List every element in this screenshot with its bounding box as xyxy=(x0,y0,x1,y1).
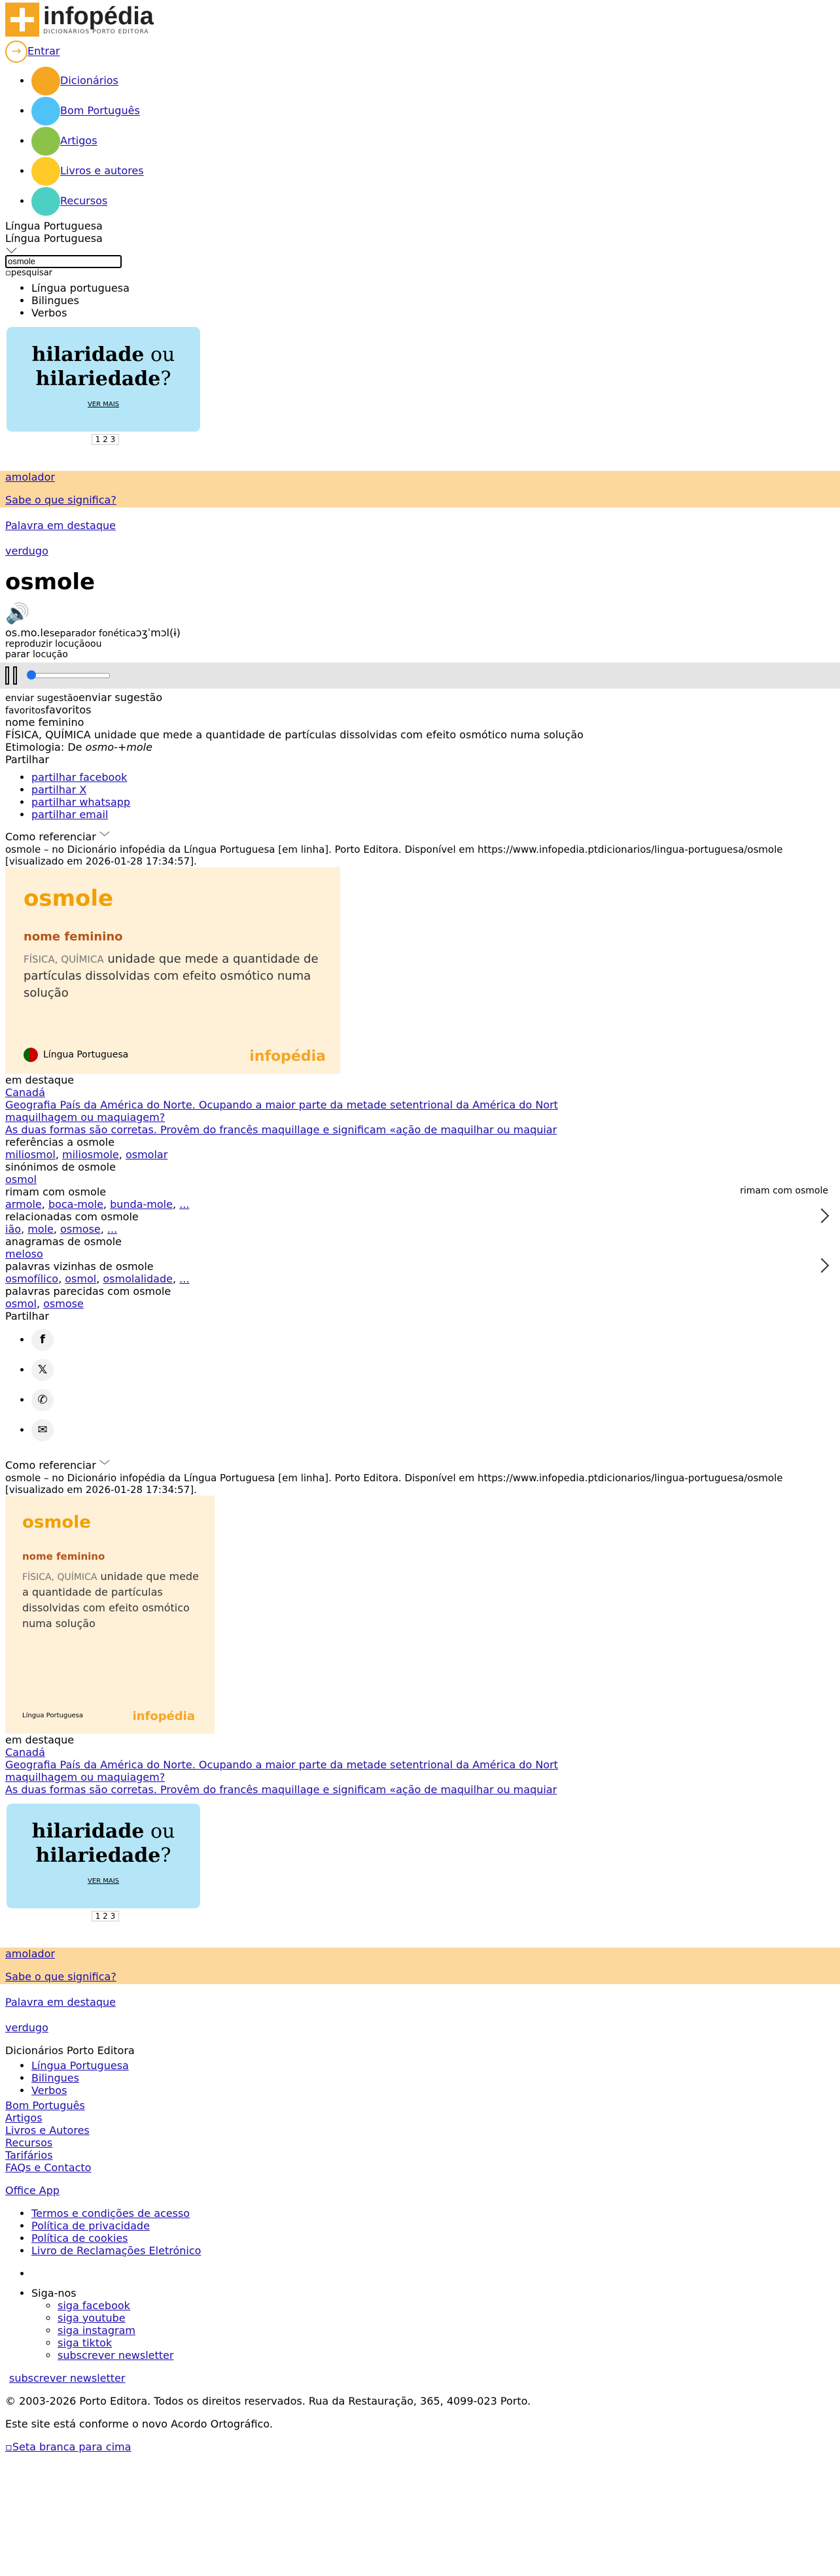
highlight-strip xyxy=(0,471,840,507)
featured-desc[interactable]: Geografia País da América do Norte. Ocupando a maior parte da metade setentrional da América do Nort xyxy=(5,1098,558,1111)
anagram-link[interactable]: meloso xyxy=(5,1247,43,1260)
highlight-word[interactable]: amolador xyxy=(5,470,55,483)
featured-word[interactable]: verdugo xyxy=(5,2021,48,2034)
banner-word1: hilaridade xyxy=(31,343,145,366)
highlight-word[interactable]: amolador xyxy=(5,1947,55,1960)
search-options xyxy=(5,282,835,319)
featured-label: em destaque xyxy=(5,1733,75,1746)
share-x-link[interactable]: partilhar X xyxy=(31,783,87,796)
rhyme-link[interactable]: boca-mole xyxy=(48,1197,103,1211)
entry-headword: osmole xyxy=(5,568,96,595)
pronunciation-row xyxy=(5,627,835,639)
main-nav xyxy=(0,67,840,216)
speaker-icon[interactable]: 🔊 xyxy=(5,602,30,625)
share-facebook-link[interactable]: partilhar facebook xyxy=(31,770,128,783)
copyright: © 2003-2026 Porto Editora. Todos os direitos reservados. Rua da Restauração, 365, 4099-023 Porto. xyxy=(5,2394,531,2407)
related-link[interactable]: ião xyxy=(5,1222,22,1235)
syllabification: os.mo.le xyxy=(5,626,50,639)
logo-subtitle: DICIONÁRIOS PORTO EDITORA xyxy=(43,29,149,35)
promo-banner-2[interactable]: hilaridade ou hilariedade? VER MAIS xyxy=(7,1804,200,1908)
definition-card-small: osmole nome feminino FÍSICA, QUÍMICA unidade que mede a quantidade de partículas dissolvidas com efeito osmótico numa solução Língua Portuguesa infopédia xyxy=(5,1496,215,1734)
legal-link[interactable]: Livro de Reclamações Eletrónico xyxy=(31,2244,201,2257)
cite-toggle[interactable]: Como referenciar ﹀ xyxy=(5,830,110,843)
share-email-link[interactable]: partilhar email xyxy=(31,808,109,821)
featured-desc[interactable]: Geografia País da América do Norte. Ocupando a maior parte da metade setentrional da América do Nort xyxy=(5,1758,558,1771)
nav-item-bom-portugues[interactable] xyxy=(31,97,840,126)
similar-link[interactable]: osmose xyxy=(43,1297,84,1310)
share-label-2: Partilhar xyxy=(5,1309,49,1322)
footer-dict-link[interactable]: Verbos xyxy=(31,2084,67,2097)
nav-item-livros[interactable] xyxy=(31,157,840,186)
banner-or: ou xyxy=(150,343,175,366)
search-button[interactable] xyxy=(5,268,835,278)
rhyme-label: rimam com osmole xyxy=(5,1185,107,1198)
definition-card: osmole nome feminino FÍSICA, QUÍMICA unidade que mede a quantidade de partículas dissolvidas com efeito osmótico numa solução Língua Portuguesa infopédia xyxy=(5,867,340,1074)
dictionary-selector-label: Língua Portuguesa xyxy=(5,232,103,245)
chevron-down-icon[interactable] xyxy=(7,243,17,254)
neighbor-more-link[interactable]: ... xyxy=(179,1272,190,1285)
follow-facebook[interactable]: siga facebook xyxy=(58,2299,130,2312)
suggest-button[interactable]: enviar sugestãoenviar sugestão xyxy=(5,691,163,704)
x-icon[interactable]: 𝕏 xyxy=(31,1359,54,1381)
nav-item-artigos[interactable] xyxy=(31,127,840,156)
favorites-button[interactable]: favoritosfavoritos xyxy=(5,703,92,716)
banner-more-link[interactable]: VER MAIS xyxy=(87,400,120,408)
definition xyxy=(5,729,835,741)
logo-text: infopédia xyxy=(43,3,154,30)
follow-youtube[interactable]: siga youtube xyxy=(58,2311,126,2324)
stop-audio-button[interactable]: parar locução xyxy=(5,649,68,660)
search-input[interactable] xyxy=(5,255,122,268)
legal-link[interactable]: Termos e condições de acesso xyxy=(31,2207,190,2220)
dictionary-selector[interactable]: Língua Portuguesa xyxy=(5,220,103,232)
audio-slider[interactable] xyxy=(30,673,110,678)
featured-title[interactable]: Canadá xyxy=(5,1086,45,1099)
definition-text: unidade que mede a quantidade de partículas dissolvidas com efeito osmótico numa solução xyxy=(94,728,584,741)
search-option[interactable]: • Língua portuguesa xyxy=(31,282,835,294)
follow-label: Siga-nos xyxy=(31,2286,77,2299)
neighbor-link[interactable]: osmofílico xyxy=(5,1272,59,1285)
featured-desc2[interactable]: As duas formas são corretas. Provêm do francês maquillage e significam «ação de maquilhar ou maquiar xyxy=(5,1783,557,1796)
share-label: Partilhar xyxy=(5,753,49,766)
neighbors-label: palavras vizinhas de osmole xyxy=(5,1260,154,1273)
chevron-right-icon[interactable] xyxy=(814,1208,830,1223)
featured-word-link[interactable]: Palavra em destaque xyxy=(5,1995,116,2008)
related-link[interactable]: osmose xyxy=(60,1222,101,1235)
refs-label: referências a osmole xyxy=(5,1135,114,1148)
neighbor-link[interactable]: osmolalidade xyxy=(103,1272,173,1285)
flag-portugal-icon xyxy=(24,1048,38,1062)
related-label: relacionadas com osmole xyxy=(5,1210,139,1223)
search-option[interactable]: • Verbos xyxy=(31,307,835,319)
email-icon[interactable]: ✉ xyxy=(31,1419,54,1441)
login-link[interactable]: Entrar xyxy=(27,44,60,58)
banner-pagination[interactable]: 1 2 3 xyxy=(92,434,119,445)
domain-label: FÍSICA, QUÍMICA xyxy=(5,728,91,741)
neighbor-link[interactable]: osmol xyxy=(65,1272,97,1285)
ref-link[interactable]: miliosmole xyxy=(62,1148,119,1161)
nav-label[interactable]: Livros e autores xyxy=(60,164,144,177)
featured-title2[interactable]: maquilhagem ou maquiagem? xyxy=(5,1110,166,1124)
banner-question: ? xyxy=(160,368,171,390)
rhyme-more-link[interactable]: ... xyxy=(179,1197,190,1211)
separator-alt: separador fonética xyxy=(49,628,136,639)
featured-word[interactable]: verdugo xyxy=(5,544,48,557)
office-app-link[interactable]: Office App xyxy=(5,2184,60,2197)
cite-toggle-2[interactable]: Como referenciar ﹀ xyxy=(5,1458,110,1471)
card-word: osmole xyxy=(22,1512,91,1532)
footer-link[interactable]: FAQs e Contacto xyxy=(5,2161,92,2174)
share-whatsapp-link[interactable]: partilhar whatsapp xyxy=(31,795,131,808)
login-icon[interactable]: → xyxy=(5,41,27,63)
banner-pagination[interactable]: 1 2 3 xyxy=(92,1911,119,1921)
site-logo[interactable] xyxy=(0,0,840,39)
citation-text: osmole – no Dicionário infopédia da Língua Portuguesa [em linha]. Porto Editora. Disponível em https://www.infopedia.ptdicionarios/lingua-portuguesa/osmole [visualizado em 2026-01-28 17:34:57]. xyxy=(5,843,783,867)
ref-link[interactable]: miliosmol xyxy=(5,1148,56,1161)
highlight-strip xyxy=(0,1948,840,1984)
grammar-category: nome feminino xyxy=(5,715,84,729)
footer xyxy=(0,2044,840,2453)
newsletter-button[interactable]: subscrever newsletter xyxy=(9,2371,126,2384)
audio-player xyxy=(0,662,840,689)
card-word: osmole xyxy=(24,885,114,912)
pause-icon[interactable] xyxy=(5,666,9,685)
synonym-link[interactable]: osmol xyxy=(5,1173,37,1186)
etymology-text: osmo-+mole xyxy=(85,740,152,753)
footer-brand: Dicionários Porto Editora xyxy=(5,2044,135,2057)
nav-label[interactable]: Bom Português xyxy=(60,104,140,117)
related-more-link[interactable]: ... xyxy=(107,1222,118,1235)
footer-link[interactable]: Tarifários xyxy=(5,2148,53,2161)
card-lang: Língua Portuguesa xyxy=(22,1711,84,1719)
footer-link[interactable]: Bom Português xyxy=(5,2099,85,2112)
follow-tiktok[interactable]: siga tiktok xyxy=(58,2336,113,2349)
chevron-down-icon: ﹀ xyxy=(99,830,110,843)
card-brand-logo: infopédia xyxy=(249,1048,326,1065)
rhyme-link[interactable]: bunda-mole xyxy=(110,1197,173,1211)
footer-link[interactable]: Recursos xyxy=(5,2136,53,2149)
dictionary-icon xyxy=(31,67,60,95)
nav-label[interactable]: Artigos xyxy=(60,134,97,147)
footer-dict-link[interactable]: Língua Portuguesa xyxy=(31,2059,129,2072)
banner-more-link[interactable]: VER MAIS xyxy=(87,1877,120,1885)
search-icon: ▫ xyxy=(5,267,11,278)
chevron-down-icon: ﹀ xyxy=(99,1458,110,1471)
play-audio-button[interactable]: reproduzir locuçãoou xyxy=(5,638,102,649)
pause-icon-bar xyxy=(13,666,17,685)
anagram-label: anagramas de osmole xyxy=(5,1235,122,1248)
card-grammar: nome feminino xyxy=(24,929,123,944)
chevron-right-icon[interactable] xyxy=(814,1258,830,1273)
legal-link[interactable]: Política de cookies xyxy=(31,2231,128,2244)
share-icons xyxy=(5,1329,835,1449)
nav-label[interactable]: Dicionários xyxy=(60,74,118,87)
follow-instagram[interactable]: siga instagram xyxy=(58,2324,135,2337)
featured-title[interactable]: Canadá xyxy=(5,1745,45,1759)
banner-word2: hilariedade xyxy=(35,368,161,390)
similar-label: palavras parecidas com osmole xyxy=(5,1284,171,1297)
books-icon xyxy=(31,157,60,186)
legal-link[interactable]: Política de privacidade xyxy=(31,2219,150,2232)
featured-desc2[interactable]: As duas formas são corretas. Provêm do francês maquillage e significam «ação de maquilhar ou maquiar xyxy=(5,1123,557,1136)
ref-link[interactable]: osmolar xyxy=(125,1148,168,1161)
rhyme-image: rimam com osmole xyxy=(740,1185,828,1196)
nav-label[interactable]: Recursos xyxy=(60,194,108,207)
orthography-note: Este site está conforme o novo Acordo Ortográfico. xyxy=(5,2417,273,2430)
rhyme-link[interactable]: armole xyxy=(5,1197,42,1211)
arrow-up-icon: ▫ xyxy=(5,2440,12,2453)
featured-title2[interactable]: maquilhagem ou maquiagem? xyxy=(5,1770,166,1783)
promo-banner[interactable] xyxy=(7,327,200,432)
nav-item-recursos[interactable] xyxy=(31,187,840,216)
back-to-top-link[interactable]: ▫Seta branca para cima xyxy=(5,2440,131,2453)
card-brand-logo: infopédia xyxy=(132,1709,195,1723)
chat-bubble-icon xyxy=(31,97,60,126)
syn-label: sinónimos de osmole xyxy=(5,1160,116,1173)
etymology: Etimologia: De osmo-+mole xyxy=(5,740,152,753)
featured-word-link[interactable]: Palavra em destaque xyxy=(5,519,116,532)
search-alt: pesquisar xyxy=(10,267,53,278)
refs-list: miliosmol, miliosmole, osmolar xyxy=(5,1148,168,1161)
featured-label: em destaque xyxy=(5,1073,75,1086)
newsletter-link[interactable]: subscrever newsletter xyxy=(58,2348,174,2361)
citation-text-2: osmole – no Dicionário infopédia da Língua Portuguesa [em linha]. Porto Editora. Disponível em https://www.infopedia.ptdicionarios/lingua-portuguesa/osmole [visualizado em 2026-01-28 17:34:57]. xyxy=(5,1471,783,1496)
similar-link[interactable]: osmol xyxy=(5,1297,37,1310)
footer-link[interactable]: Artigos xyxy=(5,2111,43,2124)
card-grammar: nome feminino xyxy=(22,1550,105,1562)
logo-plus-icon xyxy=(5,3,39,37)
related-link[interactable]: mole xyxy=(27,1222,54,1235)
nav-item-dicionarios[interactable] xyxy=(31,67,840,95)
know-meaning-link[interactable]: Sabe o que significa? xyxy=(5,493,116,506)
facebook-icon[interactable]: f xyxy=(31,1329,54,1351)
article-icon xyxy=(31,127,60,156)
resources-icon xyxy=(31,187,60,216)
share-list xyxy=(5,771,835,821)
search-option[interactable]: • Bilingues xyxy=(31,294,835,307)
ipa-transcription: ɔʒˈmɔl(ɨ) xyxy=(135,626,181,639)
footer-dict-link[interactable]: Bilingues xyxy=(31,2071,79,2084)
know-meaning-link[interactable]: Sabe o que significa? xyxy=(5,1970,116,1983)
footer-link[interactable]: Livros e Autores xyxy=(5,2123,90,2137)
whatsapp-icon[interactable]: ✆ xyxy=(31,1389,54,1411)
